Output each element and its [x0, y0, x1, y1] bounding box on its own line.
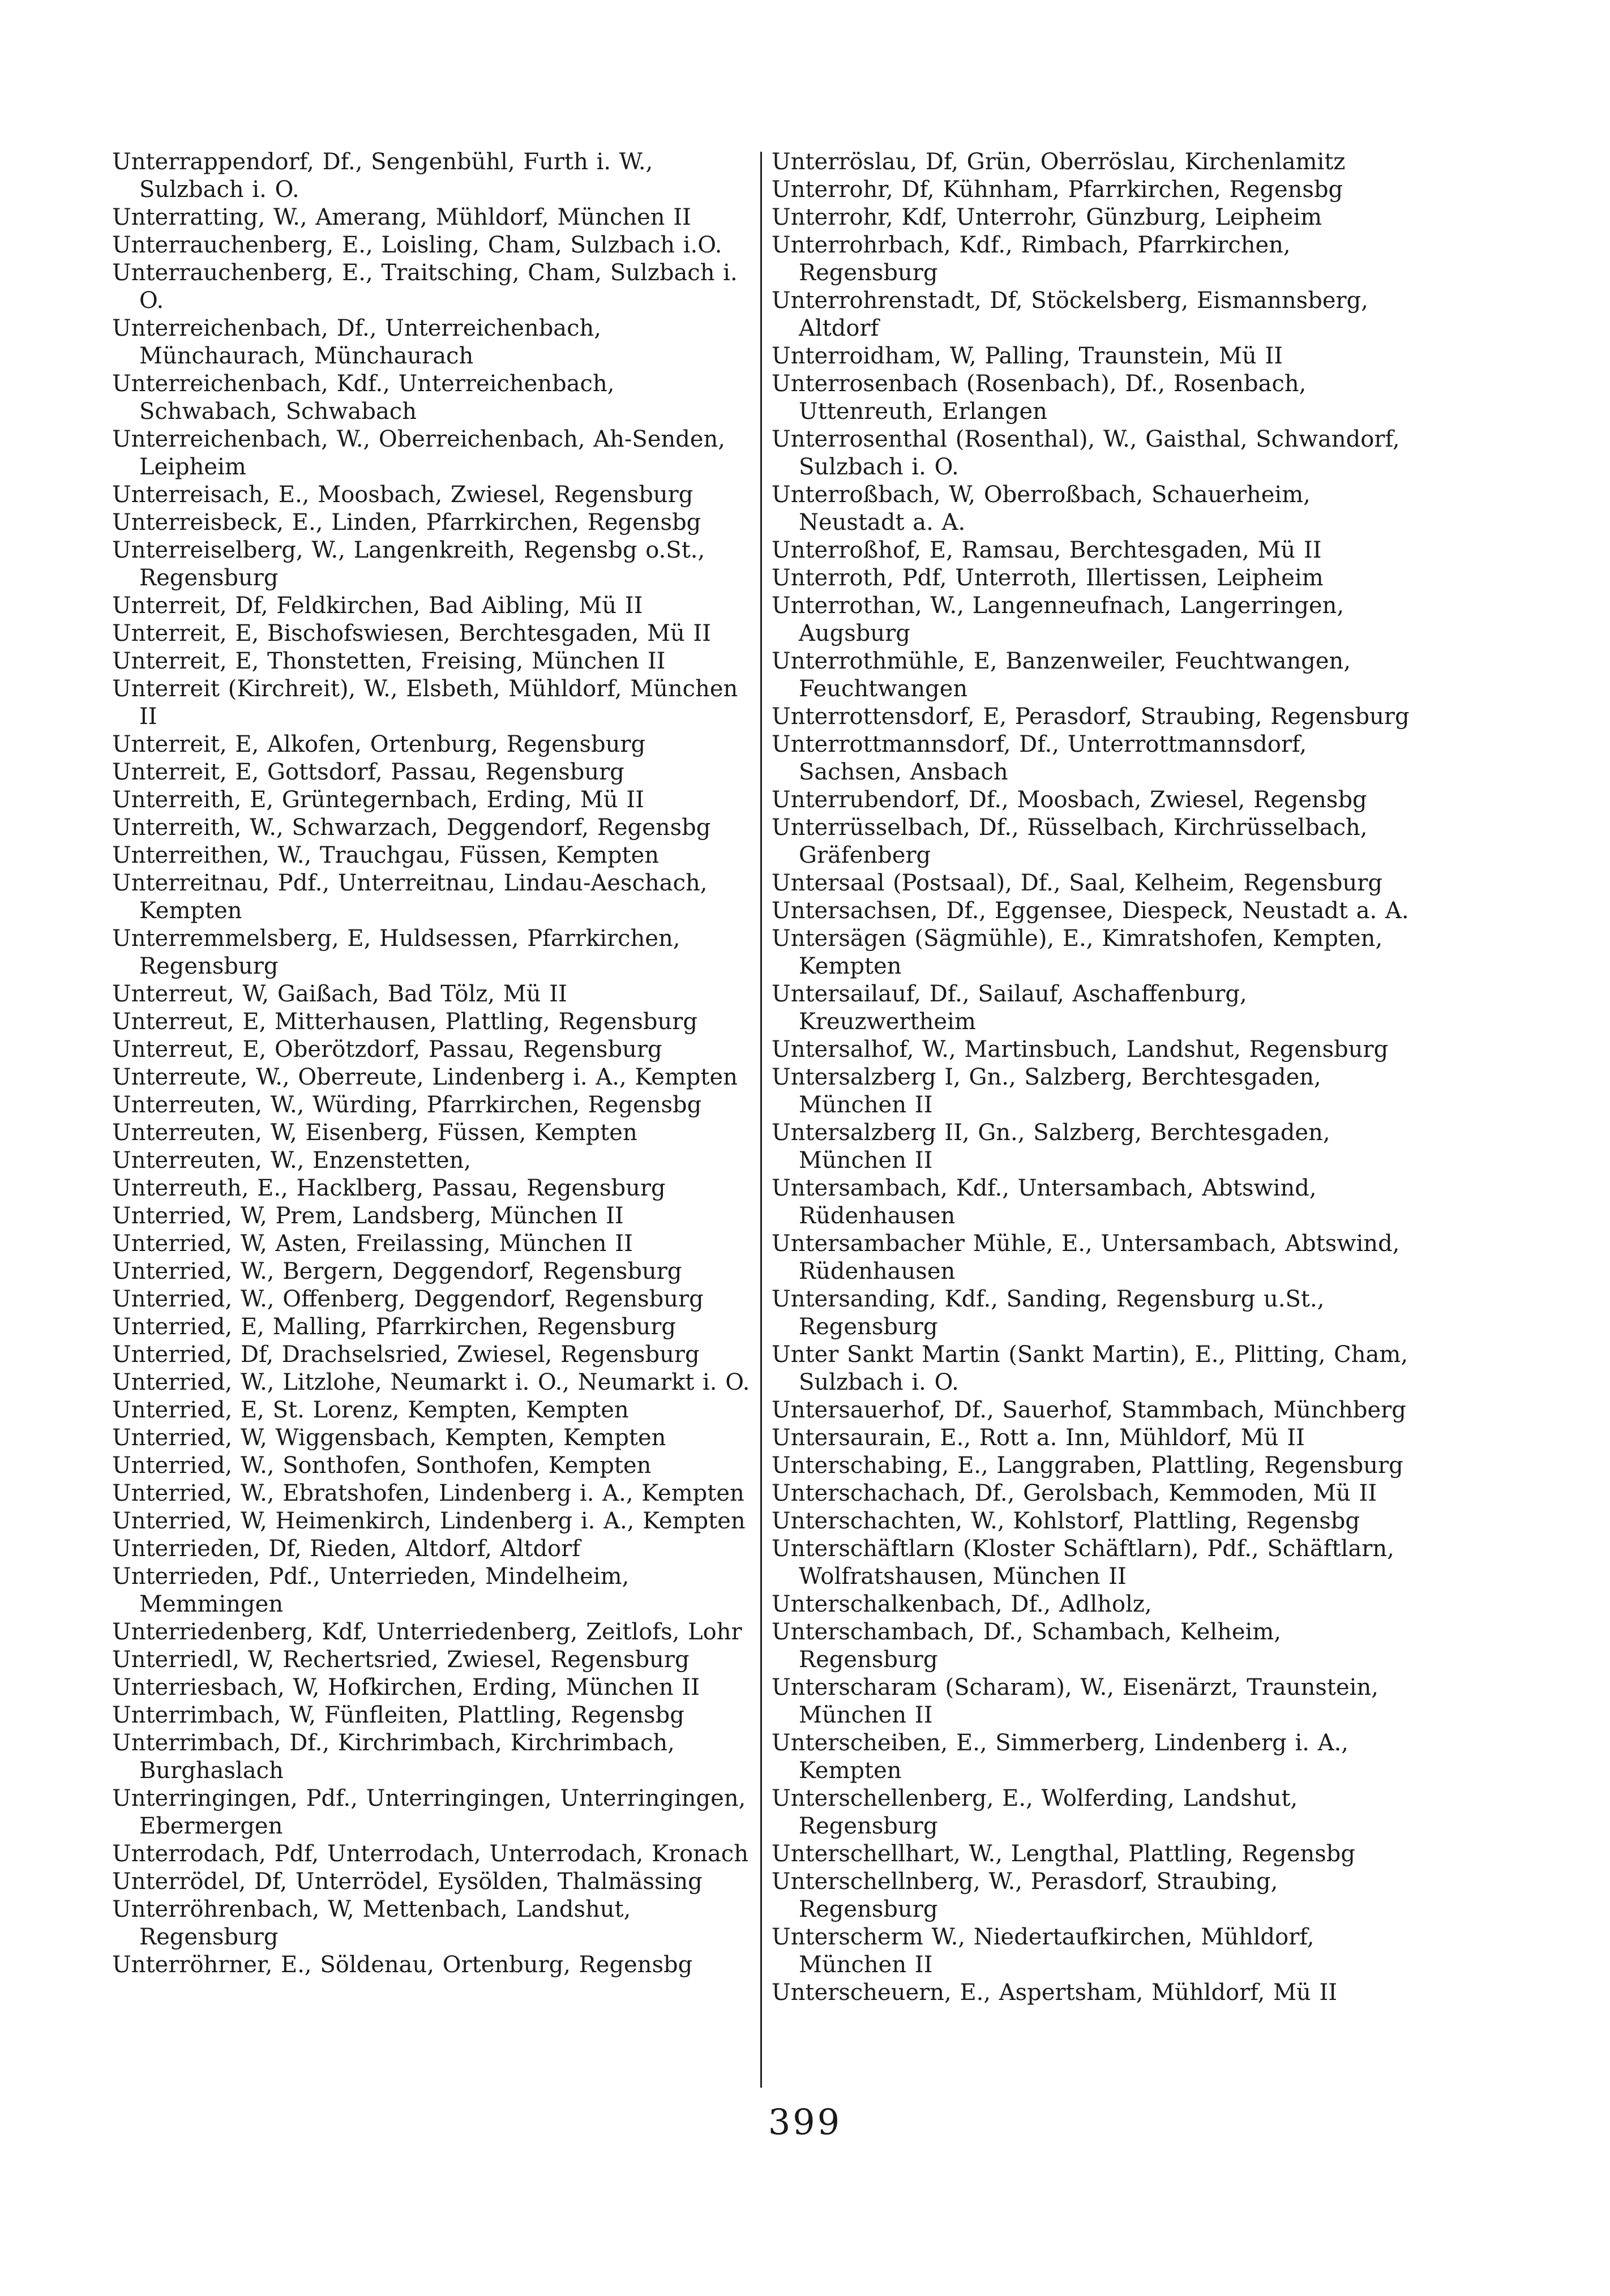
- gazetteer-entry: Unterschachten, W., Kohlstorf, Plattling, Regensbg: [772, 1508, 1360, 1534]
- gazetteer-entry: Unterroth, Pdf, Unterroth, Illertissen, Leipheim: [772, 565, 1324, 591]
- gazetteer-entry: Unterreit, E, Gottsdorf, Passau, Regensburg: [112, 759, 624, 785]
- gazetteer-entry: Unterreisbeck, E., Linden, Pfarrkirchen, Regensbg: [112, 509, 701, 536]
- gazetteer-entry: Untersaurain, E., Rott a. Inn, Mühldorf, Mü II: [772, 1425, 1305, 1451]
- gazetteer-entry: Unterrothmühle, E, Banzenweiler, Feuchtwangen, Feuchtwangen: [772, 648, 1351, 702]
- gazetteer-entry: Unterried, W., Litzlohe, Neumarkt i. O., Neumarkt i. O.: [112, 1369, 750, 1395]
- gazetteer-entry: Unterrohr, Kdf, Unterrohr, Günzburg, Leipheim: [772, 204, 1322, 230]
- gazetteer-entry: Untersailauf, Df., Sailauf, Aschaffenburg, Kreuzwertheim: [772, 981, 1247, 1035]
- gazetteer-entry: Untersalhof, W., Martinsbuch, Landshut, Regensburg: [772, 1036, 1389, 1063]
- gazetteer-entry: Unterschalkenbach, Df., Adlholz,: [772, 1591, 1152, 1617]
- gazetteer-entry: Unterreiselberg, W., Langenkreith, Regensbg o.St., Regensburg: [112, 537, 705, 591]
- gazetteer-entry: Unterrimbach, W, Fünfleiten, Plattling, Regensbg: [112, 1702, 684, 1728]
- gazetteer-entry: Unterrieden, Df, Rieden, Altdorf, Altdorf: [112, 1536, 581, 1562]
- gazetteer-entry: Unterreichenbach, Kdf., Unterreichenbach, Schwabach, Schwabach: [112, 371, 615, 425]
- gazetteer-entry: Unterreithen, W., Trauchgau, Füssen, Kempten: [112, 842, 660, 868]
- gazetteer-entry: Unterreichenbach, Df., Unterreichenbach, Münchaurach, Münchaurach: [112, 315, 602, 369]
- column-divider: [760, 152, 762, 2088]
- gazetteer-entry: Unterried, W, Asten, Freilassing, München II: [112, 1231, 633, 1257]
- gazetteer-entry: Unter Sankt Martin (Sankt Martin), E., Plitting, Cham, Sulzbach i. O.: [772, 1342, 1408, 1395]
- gazetteer-entry: Unterried, W., Bergern, Deggendorf, Regensburg: [112, 1258, 682, 1284]
- gazetteer-entry: Unterreit, Df, Feldkirchen, Bad Aibling, Mü II: [112, 593, 643, 619]
- gazetteer-entry: Unterreith, W., Schwarzach, Deggendorf, Regensbg: [112, 815, 711, 841]
- gazetteer-entry: Unterrauchenberg, E., Loisling, Cham, Sulzbach i.O.: [112, 232, 722, 258]
- gazetteer-entry: Unterrubendorf, Df., Moosbach, Zwiesel, Regensbg: [772, 787, 1367, 813]
- gazetteer-entry: Unterreuten, W., Würding, Pfarrkirchen, Regensbg: [112, 1092, 702, 1118]
- gazetteer-entry: Unterried, W., Offenberg, Deggendorf, Regensburg: [112, 1286, 704, 1312]
- gazetteer-entry: Unterratting, W., Amerang, Mühldorf, München II: [112, 204, 691, 230]
- right-column: [772, 148, 1414, 2007]
- gazetteer-entry: Unterroidham, W, Palling, Traunstein, Mü II: [772, 343, 1283, 369]
- gazetteer-entry: Unterschellnberg, W., Perasdorf, Straubing, Regensburg: [772, 1869, 1278, 1922]
- gazetteer-entry: Unterreichenbach, W., Oberreichenbach, Ah-Senden, Leipheim: [112, 426, 726, 480]
- gazetteer-entry: Unterreitnau, Pdf., Unterreitnau, Lindau-Aeschach, Kempten: [112, 870, 708, 924]
- gazetteer-entry: Unterrohr, Df, Kühnham, Pfarrkirchen, Regensbg: [772, 177, 1343, 203]
- gazetteer-entry: Unterroßhof, E, Ramsau, Berchtesgaden, Mü II: [772, 537, 1322, 563]
- page-number: 399: [768, 2101, 842, 2143]
- gazetteer-entry: Unterried, W, Prem, Landsberg, München II: [112, 1203, 624, 1229]
- gazetteer-entry: Unterriedl, W, Rechertsried, Zwiesel, Regensburg: [112, 1647, 690, 1673]
- gazetteer-entry: Unterreisach, E., Moosbach, Zwiesel, Regensburg: [112, 482, 693, 508]
- gazetteer-entry: Unterreut, W, Gaißach, Bad Tölz, Mü II: [112, 981, 567, 1007]
- gazetteer-entry: Unterreit (Kirchreit), W., Elsbeth, Mühldorf, München II: [112, 676, 738, 730]
- gazetteer-entry: Unterriesbach, W, Hofkirchen, Erding, München II: [112, 1674, 700, 1700]
- gazetteer-entry: Unterrottensdorf, E, Perasdorf, Straubing, Regensburg: [772, 704, 1410, 730]
- gazetteer-entry: Unterreute, W., Oberreute, Lindenberg i. A., Kempten: [112, 1064, 738, 1090]
- gazetteer-entry: Unterreit, E, Bischofswiesen, Berchtesgaden, Mü II: [112, 620, 712, 646]
- gazetteer-entry: Unterrothan, W., Langenneufnach, Langerringen, Augsburg: [772, 593, 1344, 646]
- gazetteer-entry: Unterschambach, Df., Schambach, Kelheim, Regensburg: [772, 1619, 1281, 1673]
- gazetteer-entry: Untersalzberg II, Gn., Salzberg, Berchtesgaden, München II: [772, 1120, 1330, 1173]
- gazetteer-entry: Unterreuten, W, Eisenberg, Füssen, Kempten: [112, 1120, 637, 1146]
- gazetteer-entry: Unterreut, E, Oberötzdorf, Passau, Regensburg: [112, 1036, 662, 1063]
- gazetteer-entry: Unterscherm W., Niedertaufkirchen, Mühldorf, München II: [772, 1924, 1314, 1978]
- gazetteer-entry: Unterreit, E, Thonstetten, Freising, München II: [112, 648, 666, 674]
- gazetteer-entry: Unterrimbach, Df., Kirchrimbach, Kirchrimbach, Burghaslach: [112, 1730, 675, 1784]
- gazetteer-entry: Unterreuten, W., Enzenstetten,: [112, 1147, 472, 1173]
- gazetteer-entry: Unterrohrbach, Kdf., Rimbach, Pfarrkirchen, Regensburg: [772, 232, 1291, 286]
- gazetteer-entry: Unterringingen, Pdf., Unterringingen, Unterringingen, Ebermergen: [112, 1785, 746, 1839]
- gazetteer-entry: Unterrottmannsdorf, Df., Unterrottmannsdorf, Sachsen, Ansbach: [772, 731, 1307, 785]
- gazetteer-entry: Untersambacher Mühle, E., Untersambach, Abtswind, Rüdenhausen: [772, 1231, 1400, 1284]
- gazetteer-entry: Untersachsen, Df., Eggensee, Diespeck, Neustadt a. A.: [772, 898, 1409, 924]
- gazetteer-entry: Untersägen (Sägmühle), E., Kimratshofen, Kempten, Kempten: [772, 926, 1383, 979]
- gazetteer-entry: Unterscharam (Scharam), W., Eisenärzt, Traunstein, München II: [772, 1674, 1378, 1728]
- gazetteer-entry: Unterschachach, Df., Gerolsbach, Kemmoden, Mü II: [772, 1480, 1377, 1506]
- gazetteer-entry: Unterried, W, Heimenkirch, Lindenberg i. A., Kempten: [112, 1508, 746, 1534]
- gazetteer-entry: Unterreith, E, Grüntegernbach, Erding, Mü II: [112, 787, 644, 813]
- gazetteer-entry: Unterrüsselbach, Df., Rüsselbach, Kirchrüsselbach, Gräfenberg: [772, 815, 1368, 868]
- gazetteer-entry: Untersambach, Kdf., Untersambach, Abtswind, Rüdenhausen: [772, 1175, 1317, 1229]
- gazetteer-entry: Unterried, E, Malling, Pfarrkirchen, Regensburg: [112, 1314, 676, 1340]
- gazetteer-entry: Unterschellhart, W., Lengthal, Plattling, Regensbg: [772, 1841, 1355, 1867]
- gazetteer-entry: Untersanding, Kdf., Sanding, Regensburg u.St., Regensburg: [772, 1286, 1325, 1340]
- gazetteer-entry: Unterschellenberg, E., Wolferding, Landshut, Regensburg: [772, 1785, 1298, 1839]
- gazetteer-entry: Unterscheuern, E., Aspertsham, Mühldorf, Mü II: [772, 1980, 1338, 2006]
- gazetteer-entry: Unterrosenthal (Rosenthal), W., Gaisthal, Schwandorf, Sulzbach i. O.: [772, 426, 1400, 480]
- gazetteer-entry: Unterried, W., Sonthofen, Sonthofen, Kempten: [112, 1453, 652, 1479]
- gazetteer-entry: Unterrodach, Pdf, Unterrodach, Unterrodach, Kronach: [112, 1841, 748, 1867]
- gazetteer-entry: Unterrieden, Pdf., Unterrieden, Mindelheim, Memmingen: [112, 1563, 630, 1617]
- gazetteer-entry: Untersalzberg I, Gn., Salzberg, Berchtesgaden, München II: [772, 1064, 1321, 1118]
- gazetteer-entry: Unterröhrenbach, W, Mettenbach, Landshut, Regensburg: [112, 1896, 631, 1950]
- gazetteer-entry: Untersauerhof, Df., Sauerhof, Stammbach, Münchberg: [772, 1397, 1406, 1423]
- gazetteer-entry: Unterried, Df, Drachselsried, Zwiesel, Regensburg: [112, 1342, 700, 1368]
- gazetteer-entry: Unterröslau, Df, Grün, Oberröslau, Kirchenlamitz: [772, 149, 1346, 175]
- gazetteer-entry: Unterroßbach, W, Oberroßbach, Schauerheim, Neustadt a. A.: [772, 482, 1311, 536]
- gazetteer-entry: Unterrödel, Df, Unterrödel, Eysölden, Thalmässing: [112, 1869, 703, 1895]
- gazetteer-entry: Unterried, W, Wiggensbach, Kempten, Kempten: [112, 1425, 666, 1451]
- gazetteer-entry: Untersaal (Postsaal), Df., Saal, Kelheim, Regensburg: [772, 870, 1382, 896]
- gazetteer-entry: Unterrauchenberg, E., Traitsching, Cham, Sulzbach i. O.: [112, 260, 738, 314]
- gazetteer-entry: Unterrosenbach (Rosenbach), Df., Rosenbach, Uttenreuth, Erlangen: [772, 371, 1307, 425]
- gazetteer-entry: Unterreit, E, Alkofen, Ortenburg, Regensburg: [112, 731, 646, 757]
- gazetteer-entry: Unterschäftlarn (Kloster Schäftlarn), Pdf., Schäftlarn, Wolfratshausen, München II: [772, 1536, 1394, 1590]
- gazetteer-entry: Unterrappendorf, Df., Sengenbühl, Furth i. W., Sulzbach i. O.: [112, 149, 653, 203]
- gazetteer-entry: Unterreut, E, Mitterhausen, Plattling, Regensburg: [112, 1009, 698, 1035]
- gazetteer-entry: Unterrohrenstadt, Df, Stöckelsberg, Eismannsberg, Altdorf: [772, 288, 1368, 341]
- gazetteer-entry: Unterremmelsberg, E, Huldsessen, Pfarrkirchen, Regensburg: [112, 926, 680, 979]
- gazetteer-entry: Unterscheiben, E., Simmerberg, Lindenberg i. A., Kempten: [772, 1730, 1349, 1784]
- gazetteer-entry: Unterried, W., Ebratshofen, Lindenberg i. A., Kempten: [112, 1480, 744, 1506]
- gazetteer-entry: Unterried, E, St. Lorenz, Kempten, Kempten: [112, 1397, 629, 1423]
- gazetteer-entry: Unterreuth, E., Hacklberg, Passau, Regensburg: [112, 1175, 666, 1201]
- gazetteer-entry: Unterriedenberg, Kdf, Unterriedenberg, Zeitlofs, Lohr: [112, 1619, 742, 1645]
- gazetteer-entry: Unterschabing, E., Langgraben, Plattling, Regensburg: [772, 1453, 1403, 1479]
- gazetteer-entry: Unterröhrner, E., Söldenau, Ortenburg, Regensbg: [112, 1952, 693, 1978]
- left-column: [112, 148, 755, 1979]
